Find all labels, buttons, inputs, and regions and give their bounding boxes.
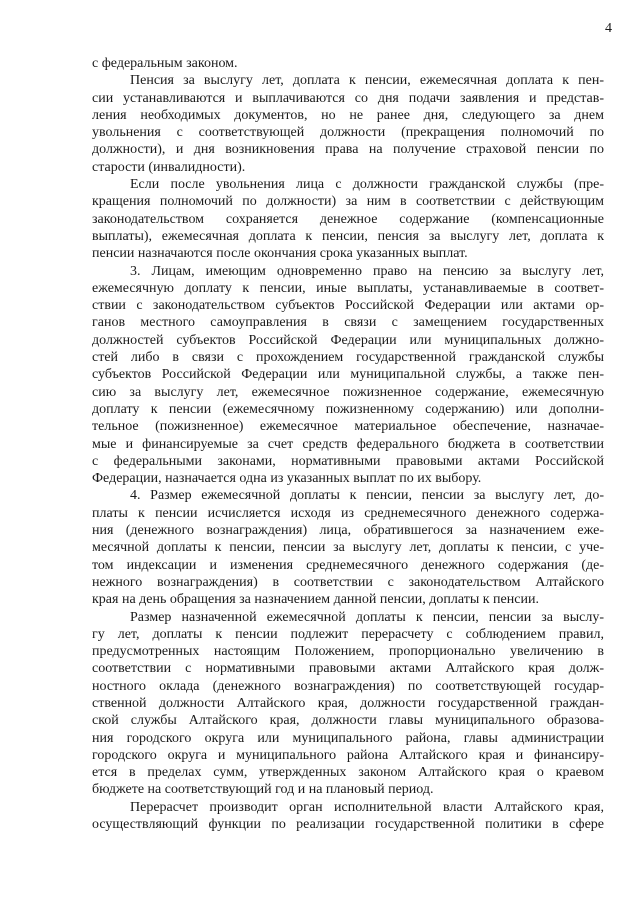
text-line: ежемесячную доплату к пенсии, иные выплаты, устанавливаемые в соответ- [92, 280, 604, 296]
text-line: с федеральным законом. [92, 56, 238, 71]
text-line: 3. Лицам, имеющим одновременно право на пенсию за выслугу лет, [130, 263, 604, 279]
text-line: кращения полномочий по должности) за ним в соответствии с действующим [92, 194, 604, 210]
text-line: гу лет, доплаты к пенсии подлежит перерасчету с соблюдением правил, [92, 626, 604, 642]
text-line: ния (денежного вознаграждения) лица, обратившегося за назначением еже- [92, 523, 604, 539]
text-line: должностей субъектов Российской Федерации или муниципальных должно- [92, 332, 604, 348]
page-number: 4 [605, 21, 612, 36]
text-line: городского округа и муниципального района Алтайского края и финансиру- [92, 747, 604, 763]
text-line: старости (инвалидности). [92, 159, 246, 175]
text-line: ской службы Алтайского края, должности главы муниципального образова- [92, 713, 604, 729]
text-line: ется в пределах сумм, утвержденных законом Алтайского края о краевом [92, 765, 604, 781]
text-line: пенсии назначаются после окончания срока указанных выплат. [92, 246, 468, 262]
document-body-text [92, 55, 604, 833]
text-line: ствии с законодательством субъектов Российской Федерации или актами ор- [92, 298, 604, 314]
text-line: ственной должности Алтайского края, должности государственной граждан- [92, 695, 604, 711]
text-line: выплаты), ежемесячная доплата к пенсии, пенсия за выслугу лет, доплата к [92, 228, 604, 244]
text-line: увольнения с соответствующей должности (прекращения полномочий по [92, 125, 604, 141]
text-line: ния городского округа или муниципального района, главы администрации [92, 730, 604, 746]
text-line: бюджете на соответствующий год и на плановый период. [92, 782, 434, 798]
text-line: ганов местного самоуправления в связи с замещением государственных [92, 315, 604, 331]
text-line: должности), и дня возникновения права на получение страховой пенсии по [92, 142, 604, 158]
text-line: стей либо в связи с прохождением государственной гражданской службы [92, 350, 604, 366]
text-line: сию за выслугу лет, ежемесячное пожизненное содержание, ежемесячную [92, 384, 604, 400]
text-line: ностного оклада (денежного вознаграждения) по соответствующей государ- [92, 678, 604, 694]
text-line: доплату к пенсии (ежемесячному пожизненному содержанию) или дополни- [92, 401, 604, 417]
text-line: нежного вознаграждения) в соответствии с законодательством Алтайского [92, 574, 604, 590]
text-line: тельное (пожизненное) ежемесячное материальное обеспечение, назначае- [92, 419, 604, 435]
text-line: законодательством сохраняется денежное содержание (компенсационные [92, 211, 604, 227]
text-line: соответствии с нормативными правовыми актами Алтайского края долж- [92, 661, 604, 677]
text-line: том индексации и изменения среднемесячного денежного содержания (де- [92, 557, 604, 573]
text-line: Федерации, назначается одна из указанных выплат по их выбору. [92, 471, 482, 487]
text-line: ления необходимых документов, но не ранее дня, следующего за днем [92, 107, 604, 123]
text-line: Если после увольнения лица с должности гражданской службы (пре- [130, 177, 604, 193]
text-line: предусмотренных настоящим Положением, пропорционально увеличению в [92, 644, 604, 660]
text-line: месячной доплаты к пенсии, пенсии за выслугу лет, доплаты к пенсии, с уче- [92, 540, 604, 556]
text-line: сии устанавливаются и выплачиваются со дня подачи заявления и представ- [92, 90, 604, 106]
text-line: 4. Размер ежемесячной доплаты к пенсии, пенсии за выслугу лет, до- [130, 488, 604, 504]
text-line: с федеральными законами, нормативными правовыми актами Российской [92, 453, 604, 469]
text-line: края на день обращения за назначением данной пенсии, доплаты к пенсии. [92, 592, 539, 608]
text-line: Перерасчет производит орган исполнительной власти Алтайского края, [130, 799, 604, 815]
text-line: осуществляющий функции по реализации государственной политики в сфере [92, 817, 604, 833]
text-line: субъектов Российской Федерации или муниципальной службы, а также пен- [92, 367, 604, 383]
text-line: платы к пенсии исчисляется исходя из среднемесячного денежного содержа- [92, 505, 604, 521]
text-line: Размер назначенной ежемесячной доплаты к пенсии, пенсии за выслу- [130, 609, 604, 625]
text-line: Пенсия за выслугу лет, доплата к пенсии, ежемесячная доплата к пен- [130, 73, 604, 89]
text-line: мые и финансируемые за счет средств федерального бюджета в соответствии [92, 436, 604, 452]
